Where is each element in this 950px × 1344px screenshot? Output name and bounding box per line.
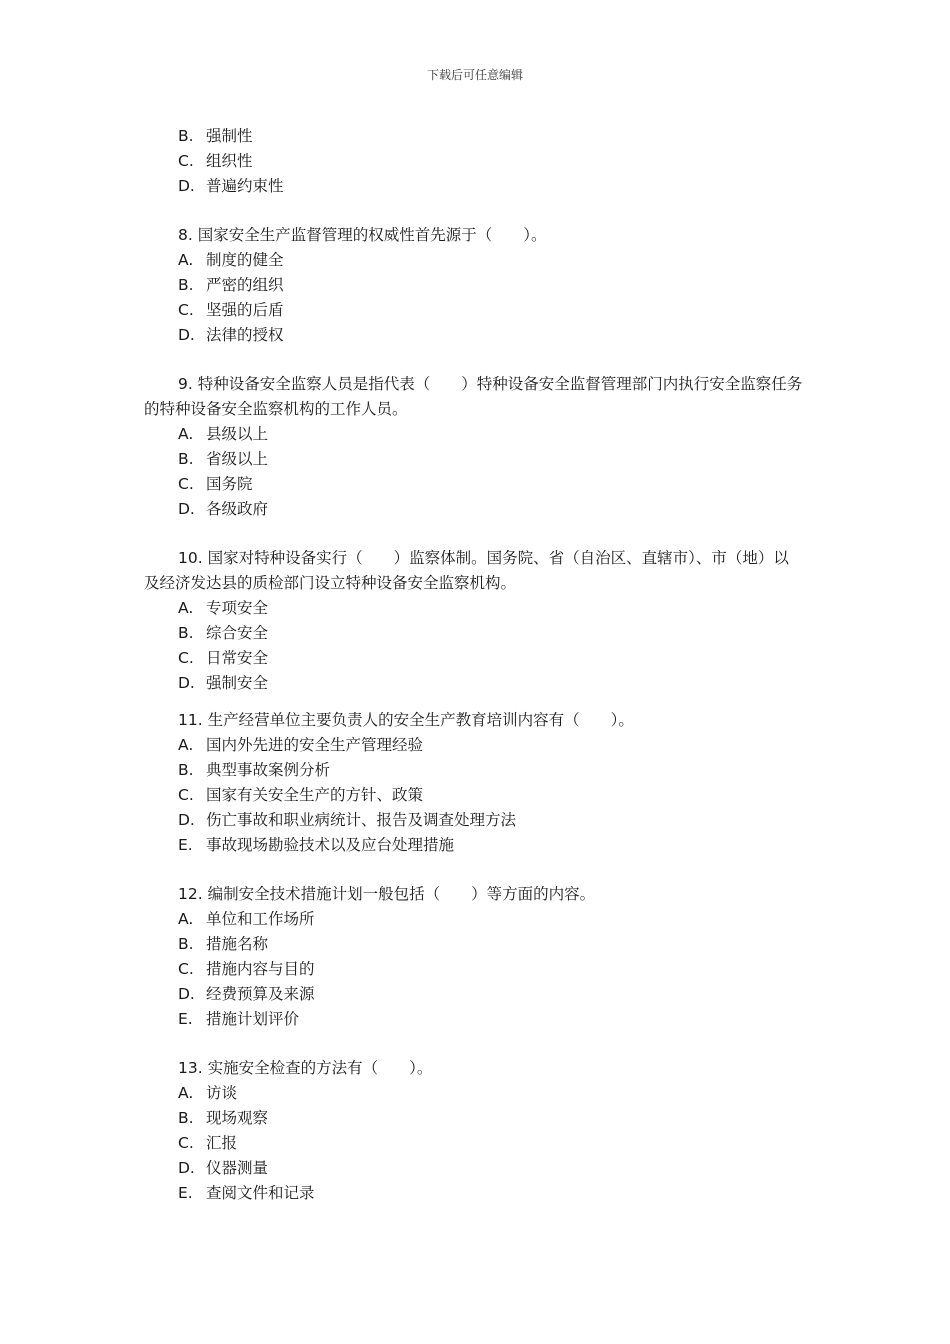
option: D. 强制安全 bbox=[178, 674, 269, 692]
option: C. 措施内容与目的 bbox=[178, 960, 315, 978]
option: D. 仪器测量 bbox=[178, 1159, 269, 1177]
question-9-stem: 9. 特种设备安全监察人员是指代表（ ）特种设备安全监督管理部门内执行安全监察任务的特种设备安全监察机构的工作人员。 bbox=[144, 375, 803, 418]
option: C. 组织性 bbox=[178, 152, 253, 170]
page-header: 下载后可任意编辑 bbox=[426, 68, 523, 82]
option: A. 县级以上 bbox=[178, 425, 269, 443]
option: E. 事故现场勘验技术以及应台处理措施 bbox=[178, 836, 455, 854]
question-13-stem: 13. 实施安全检查的方法有（ ）。 bbox=[178, 1059, 433, 1077]
question-11-stem: 11. 生产经营单位主要负责人的安全生产教育培训内容有（ ）。 bbox=[178, 711, 634, 729]
option: D. 普遍约束性 bbox=[178, 177, 284, 195]
document-body bbox=[144, 124, 804, 1206]
option: C. 坚强的后盾 bbox=[178, 301, 284, 319]
option: A. 访谈 bbox=[178, 1084, 238, 1102]
option: D. 伤亡事故和职业病统计、报告及调查处理方法 bbox=[178, 811, 517, 829]
option: C. 日常安全 bbox=[178, 649, 269, 667]
option: A. 单位和工作场所 bbox=[178, 910, 315, 928]
option: C. 国家有关安全生产的方针、政策 bbox=[178, 786, 424, 804]
option: E. 查阅文件和记录 bbox=[178, 1184, 315, 1202]
option: B. 强制性 bbox=[178, 127, 253, 145]
option: A. 专项安全 bbox=[178, 599, 269, 617]
question-8-stem: 8. 国家安全生产监督管理的权威性首先源于（ ）。 bbox=[178, 226, 547, 244]
option: C. 汇报 bbox=[178, 1134, 238, 1152]
option: D. 各级政府 bbox=[178, 500, 269, 518]
option: B. 现场观察 bbox=[178, 1109, 269, 1127]
option: C. 国务院 bbox=[178, 475, 253, 493]
option: B. 典型事故案例分析 bbox=[178, 761, 331, 779]
option: B. 省级以上 bbox=[178, 450, 269, 468]
option: B. 综合安全 bbox=[178, 624, 269, 642]
option: A. 制度的健全 bbox=[178, 251, 284, 269]
option: D. 经费预算及来源 bbox=[178, 985, 315, 1003]
option: B. 严密的组织 bbox=[178, 276, 284, 294]
question-10-stem: 10. 国家对特种设备实行（ ）监察体制。国务院、省（自治区、直辖市）、市（地）以及经济发达县的质检部门设立特种设备安全监察机构。 bbox=[144, 549, 789, 592]
question-12-stem: 12. 编制安全技术措施计划一般包括（ ）等方面的内容。 bbox=[178, 885, 596, 903]
option: E. 措施计划评价 bbox=[178, 1010, 300, 1028]
option: D. 法律的授权 bbox=[178, 326, 284, 344]
option: A. 国内外先进的安全生产管理经验 bbox=[178, 736, 424, 754]
option: B. 措施名称 bbox=[178, 935, 269, 953]
